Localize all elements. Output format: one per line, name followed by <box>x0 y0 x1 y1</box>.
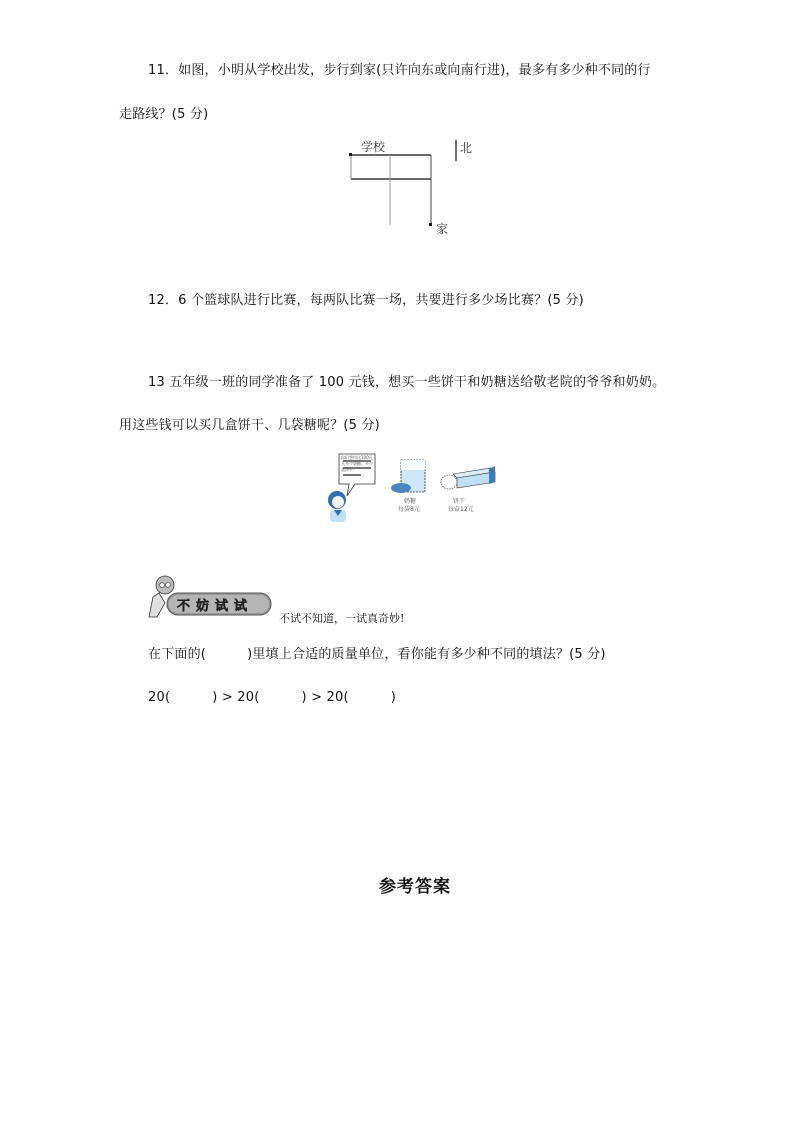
route-diagram <box>340 138 473 238</box>
mass-unit-expression <box>148 690 396 706</box>
instruction-pre: 在下面的( <box>148 647 207 662</box>
q11-line2: 走路线？(5 分) <box>119 107 209 122</box>
q13-line1: 13 五年级一班的同学准备了 100 元钱，想买一些饼干和奶糖送给敬老院的爷爷和奶奶。 <box>148 375 666 390</box>
grid-map-icon <box>340 138 473 238</box>
try-instruction <box>148 647 606 663</box>
expr-part2: ) > 20( <box>212 690 260 705</box>
slogan: 不试不知道，一试真奇妙! <box>279 612 405 625</box>
answers-heading: 参考答案 <box>379 877 451 897</box>
banner-label: 不妨试试 <box>177 599 254 614</box>
q13-line2: 用这些钱可以买几盒饼干、几袋糖呢？(5 分) <box>119 418 380 433</box>
speech-bubble-text: 你们想用这100元买多少袋糖、多少盒饼干？ <box>341 455 373 472</box>
expr-part4: ) <box>390 690 396 705</box>
shopping-illustration <box>325 452 497 524</box>
biscuit-name: 饼干 <box>453 498 466 505</box>
biscuit-price: 每盒12元 <box>448 506 474 513</box>
q12-text: 12．6 个篮球队进行比赛，每两队比赛一场，共要进行多少场比赛？(5 分) <box>148 293 584 308</box>
instruction-post: )里填上合适的质量单位，看你能有多少种不同的填法？(5 分) <box>247 647 606 662</box>
expr-part3: ) > 20( <box>301 690 349 705</box>
home-label: 家 <box>436 222 449 236</box>
candy-price: 每袋8元 <box>398 506 420 513</box>
q11-line1: 11．如图，小明从学校出发，步行到家(只许向东或向南行进)，最多有多少种不同的行 <box>148 63 651 78</box>
expr-part1: 20( <box>148 690 171 705</box>
try-it-banner <box>145 573 275 621</box>
candy-name: 奶糖 <box>404 498 417 505</box>
north-label: 北 <box>460 141 473 155</box>
school-label: 学校 <box>361 140 386 154</box>
